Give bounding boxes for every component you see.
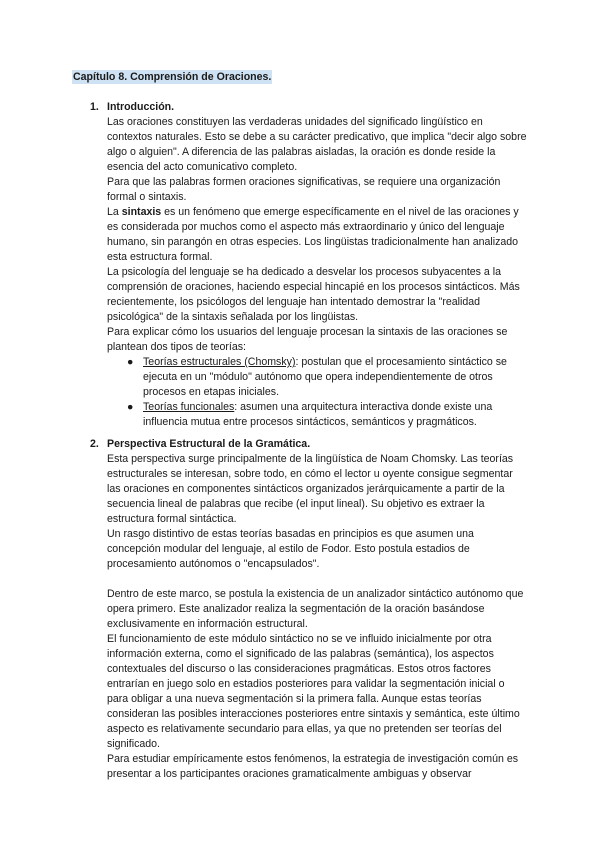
paragraph: Las oraciones constituyen las verdaderas unidades del significado lingüístico en contextos naturales. Esto se debe a su carácter predicativo, que implica "decir algo sobre algo o alguien". A diferencia de las palabras aisladas, la oración es donde reside la esencia del acto comunicativo completo.	[107, 116, 527, 173]
bullet-icon: ●	[127, 356, 134, 368]
paragraph: La psicología del lenguaje se ha dedicado a desvelar los procesos subyacentes a la comprensión de oraciones, haciendo especial hincapié en los procesos sintácticos. Más recientemente, los psicólogos del lenguaje han intentado demostrar la "realidad psicológica" de la sintaxis señalada por los lingüistas.	[107, 266, 520, 323]
list-item	[107, 400, 527, 430]
paragraph: El funcionamiento de este módulo sintáctico no se ve influido inicialmente por otra información externa, como el significado de las palabras (semántica), los aspectos contextuales del discurso o las consideraciones pragmáticas. Estos otros factores entrarían en juego solo en estadios posteriores para validar la segmentación inicial o para obligar a una nueva segmentación si la primera falla. Aunque estas teorías consideran las posibles interacciones posteriores entre sintaxis y semántica, este último aspecto es relativamente secundario para ellas, ya que no pretenden ser teorías del significado.	[107, 633, 520, 750]
list-item-text: : asumen una arquitectura interactiva donde existe una influencia mutua entre procesos sintácticos, semánticos y pragmáticos.	[143, 401, 493, 428]
paragraph: Un rasgo distintivo de estas teorías basadas en principios es que asumen una concepción modular del lenguaje, al estilo de Fodor. Esto postula estadios de procesamiento autónomos o "encapsulados".	[107, 528, 474, 570]
section-heading	[90, 100, 174, 115]
paragraph: Esta perspectiva surge principalmente de la lingüística de Noam Chomsky. Las teorías estructurales se interesan, sobre todo, en cómo el lector u oyente consigue segmentar las oraciones en componentes sintácticos organizados jerárquicamente a partir de la secuencia lineal de palabras que recibe (el input lineal). Su objetivo es extraer la estructura formal sintáctica.	[107, 453, 514, 525]
paragraph-spacer	[107, 572, 527, 587]
list-item	[107, 355, 527, 400]
paragraph: Para que las palabras formen oraciones significativas, se requiere una organización formal o sintaxis.	[107, 176, 501, 203]
chapter-title: Capítulo 8. Comprensión de Oraciones.	[73, 71, 272, 83]
paragraph	[107, 205, 527, 265]
section-number: 1.	[90, 101, 99, 113]
bullet-icon: ●	[127, 401, 134, 413]
section-body	[107, 115, 527, 430]
paragraph-text: La	[107, 206, 122, 218]
section-number: 2.	[90, 438, 99, 450]
section-heading-text: Introducción.	[107, 101, 175, 113]
paragraph: Dentro de este marco, se postula la existencia de un analizador sintáctico autónomo que opera primero. Este analizador realiza la segmentación de la oración basándose exclusivamente en información estructural.	[107, 588, 524, 630]
list-item-term: Teorías estructurales (Chomsky)	[143, 356, 296, 368]
section-body	[107, 452, 527, 782]
bullet-list	[107, 355, 527, 430]
list-item-term: Teorías funcionales	[143, 401, 235, 413]
section-heading	[90, 437, 310, 452]
paragraph: Para explicar cómo los usuarios del lenguaje procesan la sintaxis de las oraciones se plantean dos tipos de teorías:	[107, 326, 508, 353]
list-item-text: : postulan que el procesamiento sintáctico se ejecuta en un "módulo" autónomo que opera independientemente de otros procesos en etapas iniciales.	[143, 356, 507, 398]
paragraph-text: es un fenómeno que emerge específicamente en el nivel de las oraciones y es considerada por muchos como el aspecto más extraordinario y único del lenguaje humano, sin parangón en otras especies. Los lingüistas tradicionalmente han analizado esta estructura formal.	[107, 206, 519, 263]
bold-term-sintaxis: sintaxis	[121, 206, 162, 218]
paragraph: Para estudiar empíricamente estos fenómenos, la estrategia de investigación común es presentar a los participantes oraciones gramaticalmente ambiguas y observar	[107, 753, 519, 780]
section-heading-text: Perspectiva Estructural de la Gramática.	[107, 438, 311, 450]
